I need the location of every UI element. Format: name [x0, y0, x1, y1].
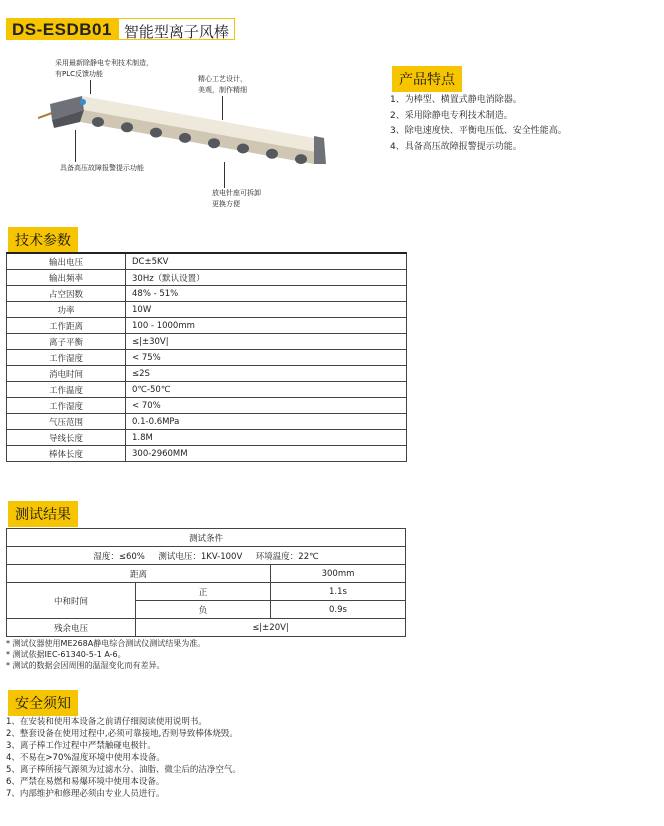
spec-key: 功率 — [7, 302, 126, 318]
table-row — [7, 253, 407, 270]
callout-text: 更换方便 — [212, 200, 240, 208]
needle-seat-icon — [179, 133, 191, 143]
spec-value: ≤2S — [126, 366, 407, 382]
cond-header: 测试条件 — [7, 529, 406, 547]
leader-line — [75, 130, 76, 162]
callout-text: 采用最新除静电专利技术制造， — [55, 59, 153, 67]
spec-key: 导线长度 — [7, 430, 126, 446]
spec-value: ≤|±30V| — [126, 334, 407, 350]
table-row — [7, 270, 407, 286]
needle-seat-icon — [208, 138, 220, 148]
needle-seat-icon — [92, 117, 104, 127]
safety-item: 7、内部维护和修理必须由专业人员进行。 — [6, 789, 165, 799]
note-item: * 测试的数据会因周围的温湿变化而有差异。 — [6, 661, 165, 670]
cond-humidity: 湿度：≤60% — [93, 551, 145, 562]
spec-key: 占空因数 — [7, 286, 126, 302]
table-row — [7, 414, 407, 430]
spec-value: 10W — [126, 302, 407, 318]
callout-alarm: 具备高压故障报警提示功能 — [60, 164, 144, 172]
table-row — [7, 318, 407, 334]
pos-label: 正 — [136, 583, 271, 601]
spec-value: 48% - 51% — [126, 286, 407, 302]
neg-label: 负 — [136, 601, 271, 619]
spec-value: 100 - 1000mm — [126, 318, 407, 334]
safety-item: 3、离子棒工作过程中严禁触碰电极针。 — [6, 741, 156, 751]
spec-value: < 70% — [126, 398, 407, 414]
features-list — [390, 93, 567, 155]
spec-key: 消电时间 — [7, 366, 126, 382]
safety-title: 安全须知 — [8, 690, 78, 716]
leader-line — [222, 96, 223, 120]
spec-key: 输出电压 — [7, 253, 126, 270]
table-row — [7, 619, 406, 637]
spec-key: 工作距离 — [7, 318, 126, 334]
test-notes — [6, 638, 205, 671]
callout-text: 放电针座可拆卸 — [212, 189, 261, 197]
feature-item: 2、采用除静电专利技术制造。 — [390, 110, 513, 121]
table-row — [7, 583, 406, 601]
table-row — [7, 366, 407, 382]
distance-label: 距离 — [7, 565, 271, 583]
safety-item: 2、整套设备在使用过程中,必须可靠接地,否则导致棒体烧毁。 — [6, 729, 238, 739]
spec-key: 工作湿度 — [7, 350, 126, 366]
needle-seat-icon — [121, 122, 133, 132]
product-name: 智能型离子风棒 — [118, 18, 235, 40]
needle-seat-icon — [295, 154, 307, 164]
table-row — [7, 350, 407, 366]
spec-key: 离子平衡 — [7, 334, 126, 350]
callout-patent — [55, 58, 153, 80]
spec-key: 工作温度 — [7, 382, 126, 398]
neg-value: 0.9s — [271, 601, 406, 619]
table-row — [7, 398, 407, 414]
table-row — [7, 382, 407, 398]
ion-rod — [38, 96, 326, 164]
spec-value: 30Hz（默认设置） — [126, 270, 407, 286]
leader-line — [224, 162, 225, 188]
needle-seat-icon — [266, 149, 278, 159]
spec-value: < 75% — [126, 350, 407, 366]
cond-row — [7, 547, 406, 565]
model-number: DS-ESDB01 — [6, 18, 118, 40]
safety-list — [6, 716, 241, 800]
spec-value: 0℃-50℃ — [126, 382, 407, 398]
needle-seat-icon — [237, 144, 249, 154]
note-item: * 测试仪器使用ME268A静电综合测试仪测试结果为准。 — [6, 639, 206, 648]
spec-table — [6, 252, 407, 462]
note-item: * 测试依据IEC-61340-5-1 A-6。 — [6, 650, 126, 659]
table-row — [7, 430, 407, 446]
spec-key: 输出频率 — [7, 270, 126, 286]
spec-value: 300-2960MM — [126, 446, 407, 462]
distance-value: 300mm — [271, 565, 406, 583]
results-table — [6, 528, 406, 637]
feature-item: 3、除电速度快、平衡电压低、安全性能高。 — [390, 126, 567, 136]
pos-value: 1.1s — [271, 583, 406, 601]
residual-label: 残余电压 — [7, 619, 136, 637]
callout-detachable — [212, 188, 261, 210]
indicator-light-icon — [80, 99, 86, 105]
table-row — [7, 565, 406, 583]
safety-item: 1、在安装和使用本设备之前请仔细阅读使用说明书。 — [6, 717, 207, 727]
table-row — [7, 529, 406, 547]
table-row — [7, 286, 407, 302]
table-row — [7, 547, 406, 565]
leader-line — [90, 80, 91, 94]
table-row — [7, 446, 407, 462]
feature-item: 1、为棒型、横置式静电消除器。 — [390, 95, 522, 105]
table-row — [7, 334, 407, 350]
safety-item: 6、严禁在易燃和易爆环境中使用本设备。 — [6, 777, 165, 787]
feature-item: 4、具备高压故障报警提示功能。 — [390, 141, 522, 152]
features-title: 产品特点 — [392, 66, 462, 92]
table-row — [7, 302, 407, 318]
spec-title: 技术参数 — [8, 227, 78, 253]
title-bar — [6, 18, 235, 40]
spec-value: 0.1-0.6MPa — [126, 414, 407, 430]
cond-voltage: 测试电压：1KV-100V — [158, 551, 243, 562]
safety-item: 5、离子棒所接气源须为过滤水分、油脂、微尘后的洁净空气。 — [6, 765, 241, 775]
spec-key: 工作湿度 — [7, 398, 126, 414]
needle-seat-icon — [150, 128, 162, 138]
spec-value: DC±5KV — [126, 253, 407, 270]
residual-value: ≤|±20V| — [136, 619, 406, 637]
results-title: 测试结果 — [8, 501, 78, 527]
callout-design — [198, 74, 247, 96]
spec-key: 气压范围 — [7, 414, 126, 430]
safety-item: 4、不易在>70%湿度环境中使用本设备。 — [6, 753, 165, 763]
neutral-label: 中和时间 — [7, 583, 136, 619]
spec-key: 棒体长度 — [7, 446, 126, 462]
callout-text: 美观，制作精细 — [198, 86, 247, 94]
spec-value: 1.8M — [126, 430, 407, 446]
callout-text: 有PLC反馈功能 — [55, 70, 104, 78]
callout-text: 精心工艺设计， — [198, 75, 247, 83]
cond-temp: 环境温度：22℃ — [255, 551, 319, 562]
